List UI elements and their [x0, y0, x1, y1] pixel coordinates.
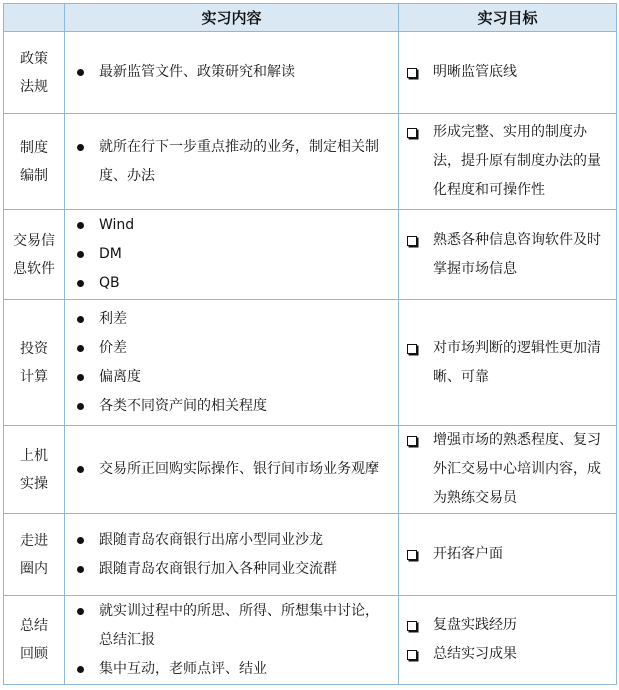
bullet-dot-icon [77, 374, 84, 381]
bullet-dot-icon [77, 69, 84, 76]
goal-list [399, 334, 616, 392]
goal-item [405, 540, 608, 569]
topic-line: 法规 [20, 78, 48, 95]
table-row [4, 210, 617, 300]
goal-text: 增强市场的熟悉程度、复习外汇交易中心培训内容，成为熟练交易员 [433, 432, 601, 506]
topic-line: 交易信 [13, 232, 55, 249]
content-list [65, 455, 398, 484]
content-item [73, 305, 388, 334]
bullet-dot-icon [77, 316, 84, 323]
topic-line: 政策 [20, 50, 48, 67]
checkbox-square-icon [407, 236, 417, 246]
goal-text: 开拓客户面 [433, 546, 503, 562]
goal-item [405, 640, 608, 669]
content-item [73, 655, 388, 684]
table-row [4, 32, 617, 114]
topic-line: 走进 [20, 532, 48, 549]
goal-text: 复盘实践经历 [433, 617, 517, 633]
content-text: DM [99, 246, 122, 262]
bullet-dot-icon [77, 280, 84, 287]
goal-item [405, 118, 608, 205]
content-item [73, 269, 388, 298]
row-topic [4, 514, 65, 596]
goal-list [399, 118, 616, 205]
goal-item [405, 334, 608, 392]
content-item [73, 392, 388, 421]
goal-text: 熟悉各种信息咨询软件及时掌握市场信息 [433, 231, 601, 277]
goal-list [399, 226, 616, 284]
content-item [73, 133, 388, 191]
row-topic [4, 300, 65, 426]
header-row [4, 4, 617, 32]
content-text: 利差 [99, 310, 127, 327]
row-content [65, 596, 399, 685]
checkbox-square-icon [407, 128, 417, 138]
row-goal [399, 32, 617, 114]
topic-line: 实操 [20, 475, 48, 492]
goal-list [399, 58, 616, 87]
table-row [4, 114, 617, 210]
content-text: 最新监管文件、政策研究和解读 [99, 64, 295, 80]
row-goal [399, 114, 617, 210]
content-text: 价差 [99, 339, 127, 356]
content-text: 就实训过程中的所思、所得、所想集中讨论，总结汇报 [99, 602, 379, 648]
header-content: 实习内容 [65, 4, 399, 32]
row-topic [4, 426, 65, 514]
goal-text: 形成完整、实用的制度办法，提升原有制度办法的量化程度和可操作性 [433, 124, 601, 198]
topic-line: 投资 [20, 340, 48, 357]
content-item [73, 58, 388, 87]
content-text: 就所在行下一步重点推动的业务，制定相关制度、办法 [99, 138, 379, 184]
goal-list [399, 540, 616, 569]
content-item [73, 455, 388, 484]
goal-text: 明晰监管底线 [433, 64, 517, 80]
row-content [65, 210, 399, 300]
content-list [65, 597, 398, 684]
content-item [73, 526, 388, 555]
content-item [73, 597, 388, 655]
row-content [65, 114, 399, 210]
goal-list [399, 426, 616, 513]
goal-list [399, 611, 616, 669]
content-list [65, 58, 398, 87]
content-list [65, 305, 398, 421]
content-list [65, 211, 398, 298]
content-item [73, 334, 388, 363]
row-goal [399, 300, 617, 426]
table-row [4, 514, 617, 596]
content-text: 集中互动，老师点评、结业 [99, 660, 267, 677]
bullet-dot-icon [77, 608, 84, 615]
table-row [4, 596, 617, 685]
row-topic [4, 114, 65, 210]
content-text: 偏离度 [99, 368, 141, 385]
topic-line: 计算 [20, 368, 48, 385]
bullet-dot-icon [77, 251, 84, 258]
bullet-dot-icon [77, 466, 84, 473]
bullet-dot-icon [77, 537, 84, 544]
topic-line: 编制 [20, 167, 48, 184]
row-content [65, 32, 399, 114]
content-text: QB [99, 275, 120, 291]
content-text: 各类不同资产间的相关程度 [99, 397, 267, 414]
goal-text: 总结实习成果 [433, 646, 517, 662]
content-item [73, 240, 388, 269]
content-item [73, 211, 388, 240]
row-topic [4, 596, 65, 685]
content-text: 交易所正回购实际操作、银行间市场业务观摩 [99, 461, 379, 477]
content-list [65, 526, 398, 584]
table-row [4, 300, 617, 426]
table-body [4, 32, 617, 685]
header-goal: 实习目标 [399, 4, 617, 32]
checkbox-square-icon [407, 621, 417, 631]
content-item [73, 363, 388, 392]
bullet-dot-icon [77, 345, 84, 352]
goal-text: 对市场判断的逻辑性更加清晰、可靠 [433, 339, 601, 385]
header-topic [4, 4, 65, 32]
bullet-dot-icon [77, 566, 84, 573]
checkbox-square-icon [407, 344, 417, 354]
row-content [65, 426, 399, 514]
topic-line: 息软件 [13, 260, 55, 277]
goal-item [405, 226, 608, 284]
goal-item [405, 611, 608, 640]
content-text: 跟随青岛农商银行加入各种同业交流群 [99, 560, 337, 577]
bullet-dot-icon [77, 666, 84, 673]
internship-plan-table [3, 3, 617, 685]
row-content [65, 514, 399, 596]
table-row [4, 426, 617, 514]
topic-line: 回顾 [20, 646, 48, 662]
checkbox-square-icon [407, 550, 417, 560]
bullet-dot-icon [77, 222, 84, 229]
checkbox-square-icon [407, 650, 417, 660]
checkbox-square-icon [407, 436, 417, 446]
checkbox-square-icon [407, 68, 417, 78]
content-text: Wind [99, 217, 135, 233]
content-item [73, 555, 388, 584]
row-goal [399, 210, 617, 300]
topic-line: 制度 [20, 139, 48, 156]
row-goal [399, 596, 617, 685]
content-text: 跟随青岛农商银行出席小型同业沙龙 [99, 531, 323, 548]
row-topic [4, 210, 65, 300]
row-topic [4, 32, 65, 114]
topic-line: 上机 [20, 447, 48, 464]
content-list [65, 133, 398, 191]
row-content [65, 300, 399, 426]
row-goal [399, 426, 617, 514]
bullet-dot-icon [77, 144, 84, 151]
topic-line: 圈内 [20, 560, 48, 577]
goal-item [405, 426, 608, 513]
goal-item [405, 58, 608, 87]
bullet-dot-icon [77, 403, 84, 410]
topic-line: 总结 [20, 618, 48, 634]
row-goal [399, 514, 617, 596]
